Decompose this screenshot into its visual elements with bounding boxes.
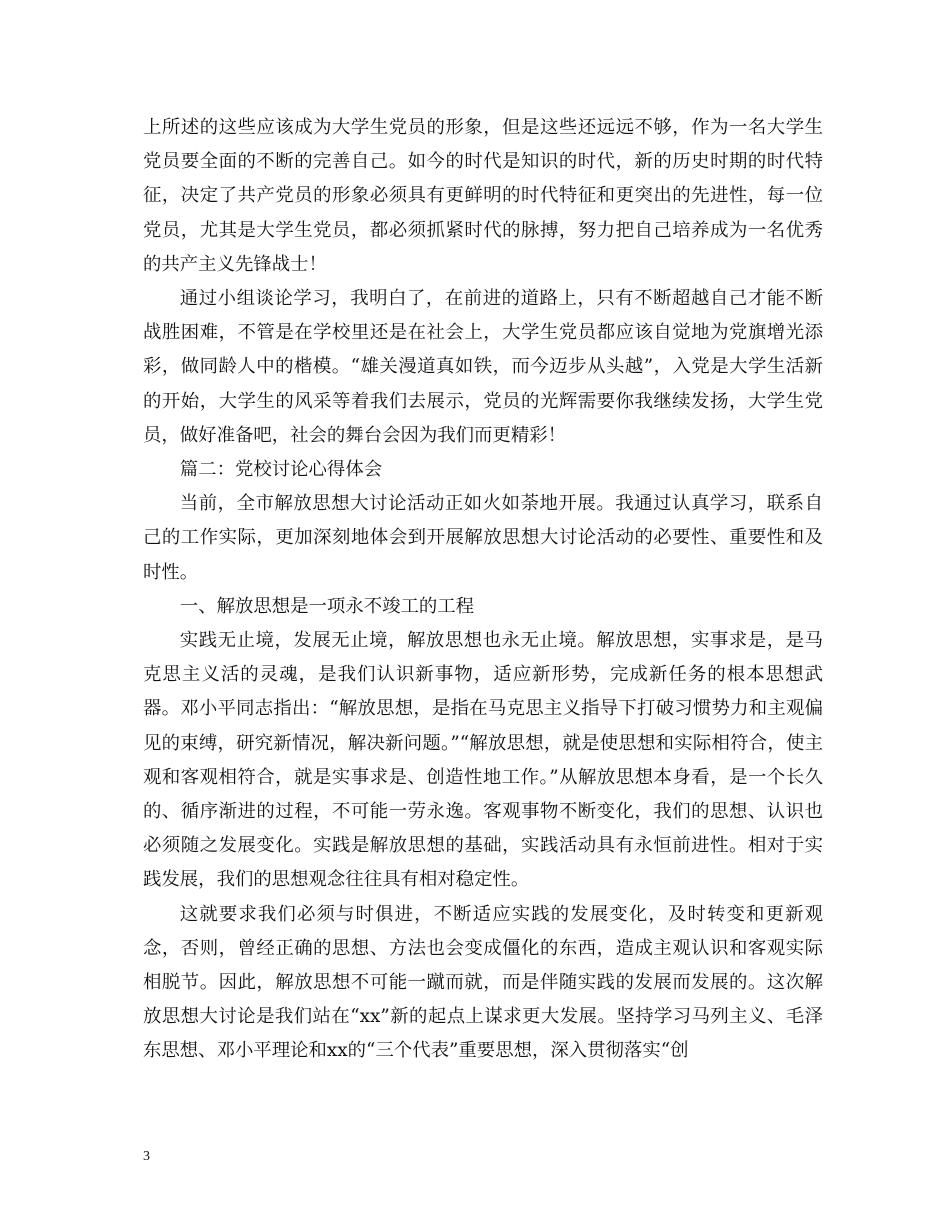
- document-body: [143, 111, 823, 1069]
- paragraph-practice-no-limit: 实践无止境，发展无止境，解放思想也永无止境。解放思想，实事求是，是马克思主义活的灵魂，是我们认识新事物，适应新形势，完成新任务的根本思想武器。邓小平同志指出：“解放思想，是指在马克思主义指导下打破习惯势力和主观偏见的束缚，研究新情况，解决新问题。”“解放思想，就是使思想和实际相符合，使主观和客观相符合，就是实事求是、创造性地工作。”从解放思想本身看，是一个长久的、循序渐进的过程，不可能一劳永逸。客观事物不断变化，我们的思想、认识也必须随之发展变化。实践是解放思想的基础，实践活动具有永恒前进性。相对于实践发展，我们的思想观念往往具有相对稳定性。: [143, 630, 823, 891]
- paragraph-continued: 上所述的这些应该成为大学生党员的形象，但是这些还远远不够，作为一名大学生党员要全面的不断的完善自己。如今的时代是知识的时代，新的历史时期的时代特征，决定了共产党员的形象必须具有更鲜明的时代特征和更突出的先进性，每一位党员，尤其是大学生党员，都必须抓紧时代的脉搏，努力把自己培养成为一名优秀的共产主义先锋战士！: [143, 117, 823, 275]
- paragraph-keep-pace-with-times: 这就要求我们必须与时俱进，不断适应实践的发展变化，及时转变和更新观念，否则，曾经正确的思想、方法也会变成僵化的东西，造成主观认识和客观实际相脱节。因此，解放思想不可能一蹴而就，而是伴随实践的发展而发展的。这次解放思想大讨论是我们站在“xx”新的起点上谋求更大发展。坚持学习马列主义、毛泽东思想、邓小平理论和xx的“三个代表”重要思想，深入贯彻落实“创: [143, 903, 823, 1062]
- page-number: 3: [143, 1149, 150, 1164]
- subheading-emancipation-project: 一、解放思想是一项永不竣工的工程: [179, 595, 475, 617]
- paragraph-current-discussion: 当前，全市解放思想大讨论活动正如火如荼地开展。我通过认真学习，联系自己的工作实际，更加深刻地体会到开展解放思想大讨论活动的必要性、重要性和及时性。: [143, 493, 823, 583]
- paragraph-group-study: 通过小组谈论学习，我明白了，在前进的道路上，只有不断超越自己才能不断战胜困难，不管是在学校里还是在社会上，大学生党员都应该自觉地为党旗增光添彩，做同龄人中的楷模。“雄关漫道真如铁，而今迈步从头越”，入党是大学生活新的开始，大学生的风采等着我们去展示，党员的光辉需要你我继续发扬，大学生党员，做好准备吧，社会的舞台会因为我们而更精彩！: [143, 288, 823, 446]
- section-heading-part-two: 篇二：党校讨论心得体会: [179, 459, 383, 481]
